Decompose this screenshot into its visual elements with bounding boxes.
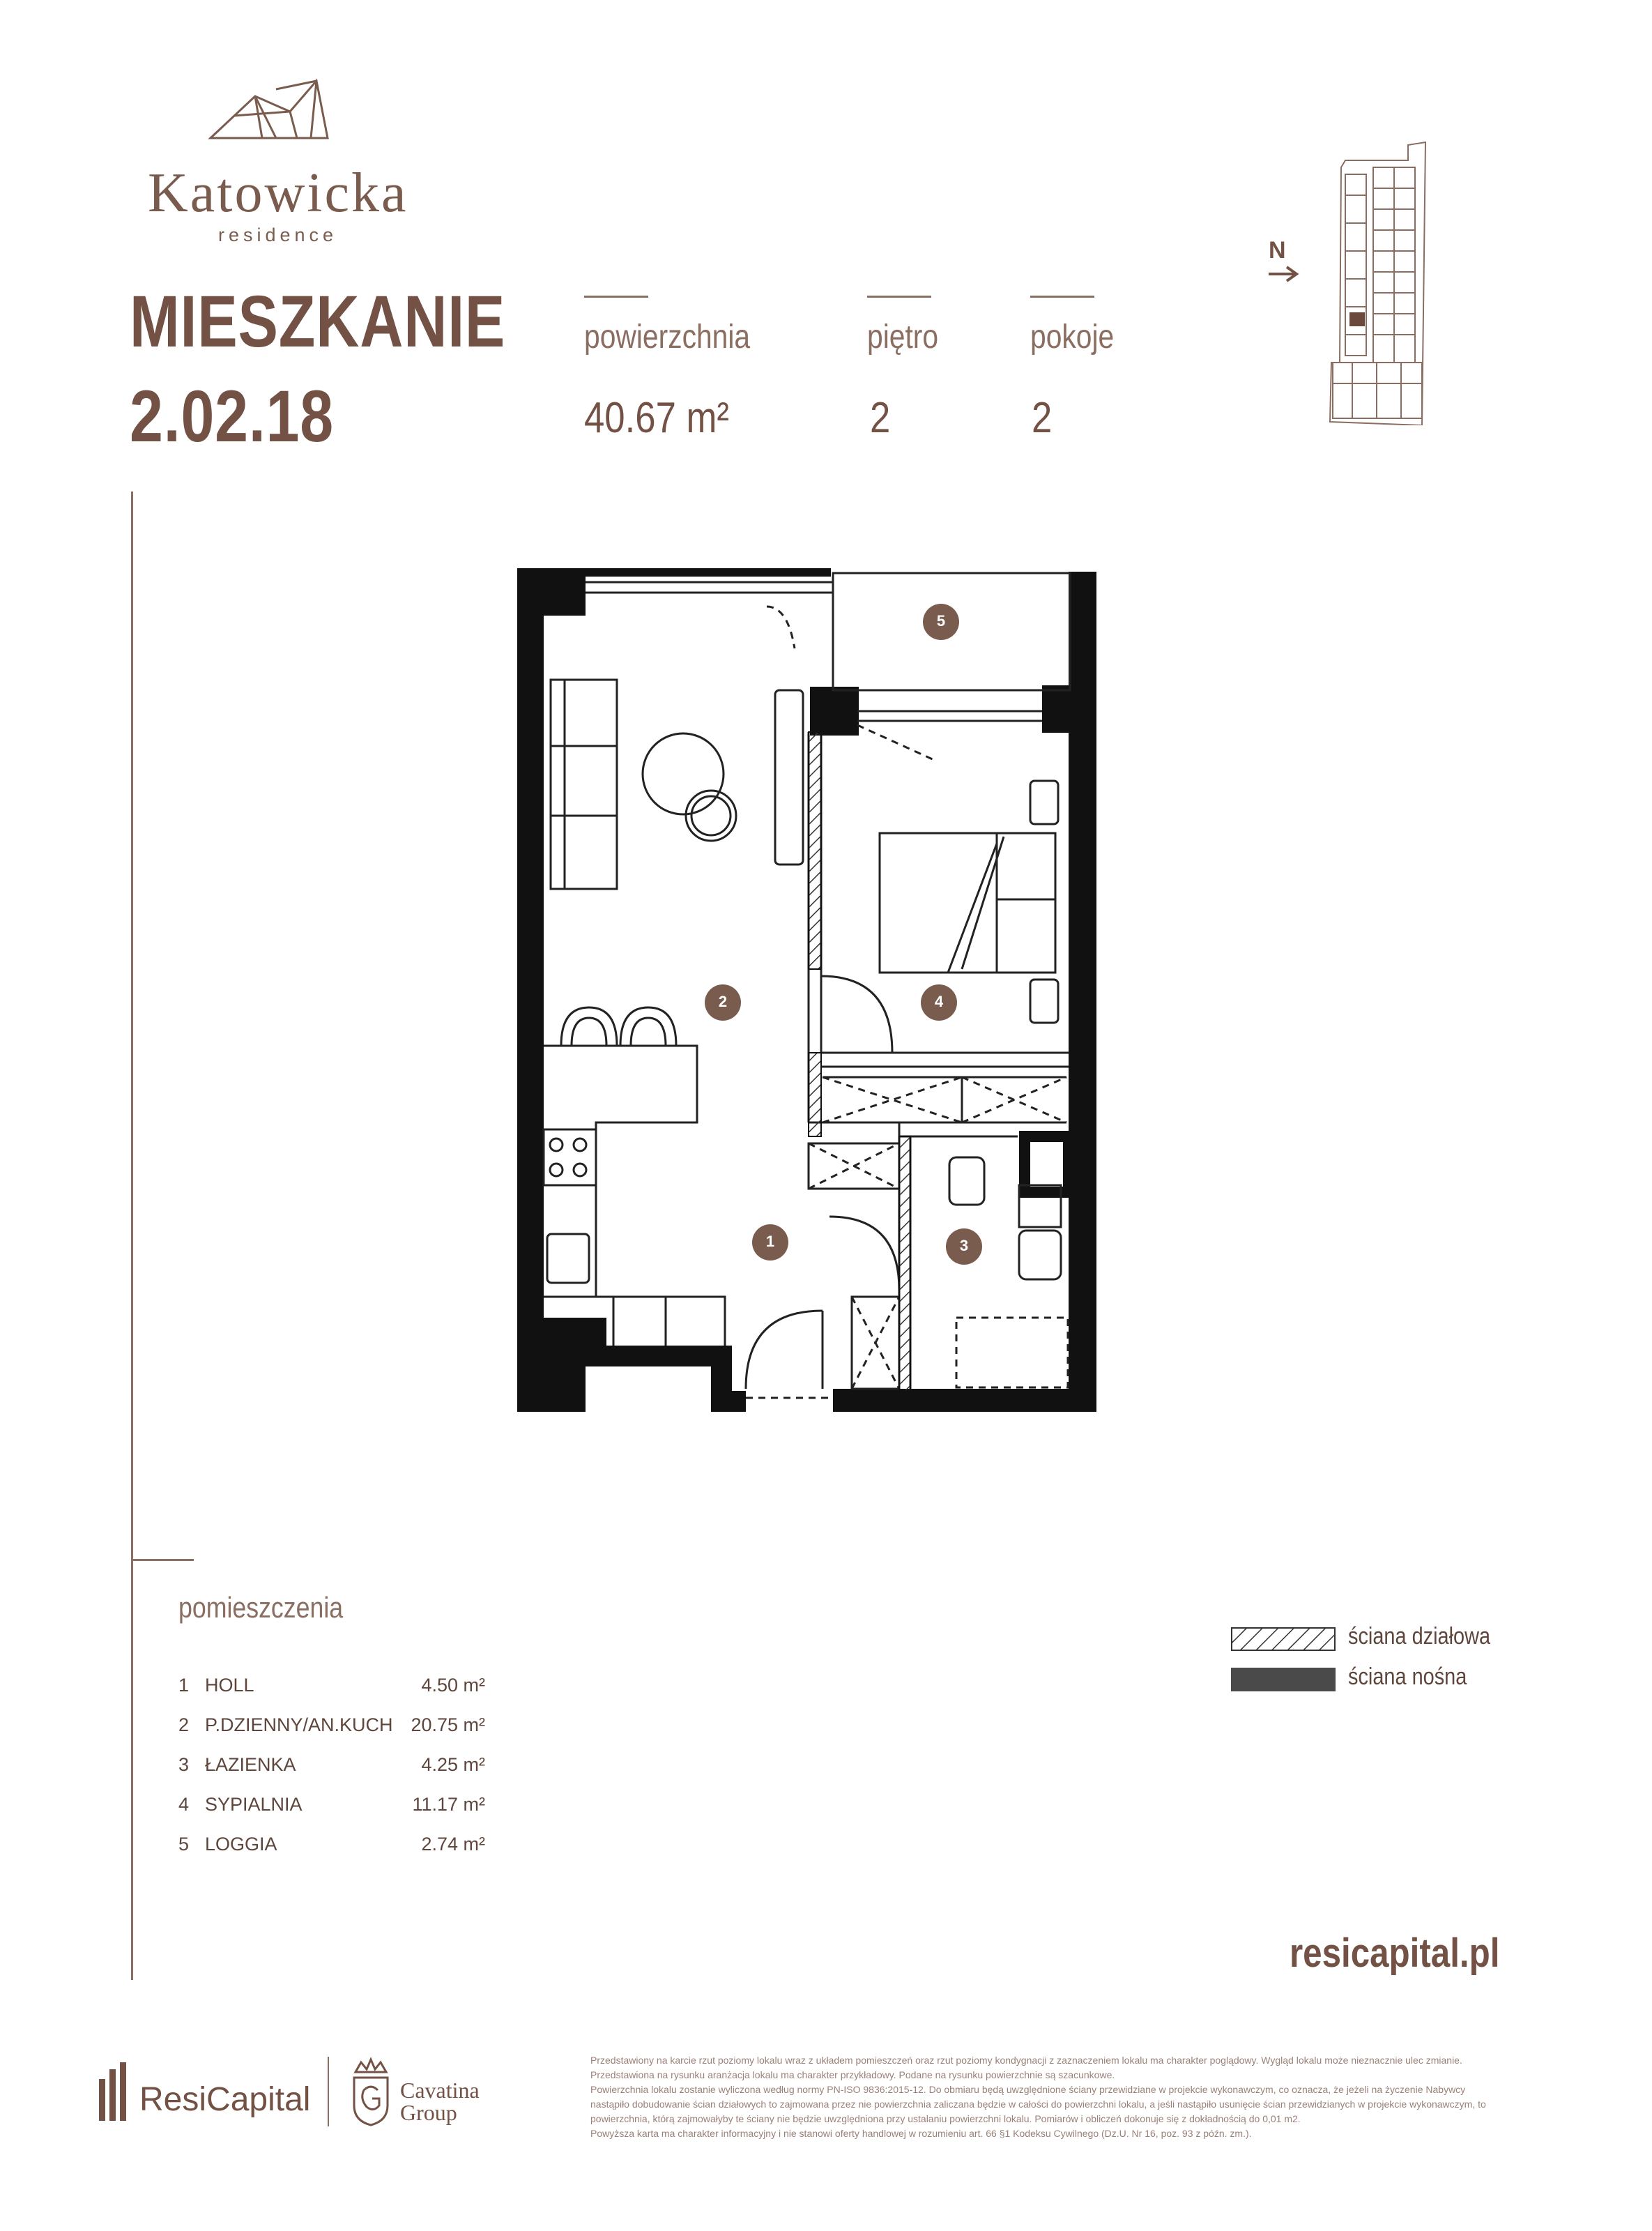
area-value: 40.67 m²: [584, 394, 729, 442]
disclaimer: [590, 2053, 1493, 2141]
room-area: 4.25 m²: [421, 1754, 485, 1775]
resicapital-logo-text: ResiCapital: [139, 2081, 311, 2118]
room-area: 11.17 m²: [412, 1794, 485, 1815]
room-row: [178, 1675, 485, 1707]
load-bearing-walls: [517, 568, 1096, 1412]
room-number: 5: [178, 1834, 190, 1855]
room-name: ŁAZIENKA: [205, 1754, 296, 1775]
apartment-number: 2.02.18: [130, 376, 335, 457]
room-marker-1: 1: [765, 1233, 775, 1250]
room-area: 20.75 m²: [411, 1714, 485, 1735]
load-bearing-wall-swatch: [1231, 1668, 1336, 1691]
area-label: powierzchnia: [584, 319, 751, 356]
room-row: [178, 1834, 485, 1866]
brand-name: Katowicka: [148, 162, 408, 224]
legend-partition-label: ściana działowa: [1348, 1623, 1491, 1650]
room-number: 2: [178, 1714, 190, 1735]
cavatina-crest-icon: [349, 2057, 393, 2126]
rooms-count-label: pokoje: [1030, 319, 1115, 356]
room-area: 4.50 m²: [421, 1675, 485, 1696]
room-area: 2.74 m²: [421, 1834, 485, 1855]
floor-value: 2: [870, 394, 891, 442]
room-number: 3: [178, 1754, 190, 1775]
rooms-count-value: 2: [1032, 394, 1053, 442]
disclaimer-line: Przedstawiony na karcie rzut poziomy lokalu wraz z układem pomieszczeń oraz rzut poziomy kondygnacji z zaznaczeniem lokalu ma charakter poglądowy. Wygląd lokalu może nieznacznie ulec zmianie.: [590, 2055, 1462, 2066]
room-name: LOGGIA: [205, 1834, 277, 1855]
cavatina-logo-text: [400, 2079, 480, 2124]
website-link[interactable]: resicapital.pl: [1290, 1931, 1500, 1976]
partition-walls: [809, 732, 910, 1391]
brand-subtitle: residence: [218, 224, 338, 245]
disclaimer-line: Przedstawiona na rysunku aranżacja lokalu ma charakter przykładowy. Podane na rysunku powierzchnie są szacunkowe.: [590, 2069, 1115, 2080]
cavatina-group: Group: [400, 2100, 457, 2125]
rooms-title: pomieszczenia: [178, 1591, 344, 1624]
room-marker-5: 5: [936, 612, 946, 630]
partition-wall-swatch: [1231, 1627, 1336, 1651]
room-row: [178, 1714, 485, 1746]
north-label: N: [1269, 237, 1286, 264]
room-marker-3: 3: [959, 1237, 969, 1254]
disclaimer-line: Powyższa karta ma charakter informacyjny i nie stanowi oferty handlowej w rozumieniu art. 66 §1 Kodeksu Cywilnego (Dz.U. Nr 16, poz. 93 z późn. zm.).: [590, 2128, 1252, 2139]
floor-label: piętro: [867, 319, 939, 356]
room-marker-4: 4: [934, 993, 944, 1010]
resicapital-logo-icon: [98, 2062, 132, 2121]
room-name: P.DZIENNY/AN.KUCH: [205, 1714, 393, 1735]
room-name: HOLL: [205, 1675, 254, 1696]
room-marker-2: 2: [718, 993, 728, 1010]
page-title: MIESZKANIE: [130, 281, 506, 363]
logo-divider: [328, 2057, 329, 2126]
legend-load-bearing-label: ściana nośna: [1348, 1663, 1467, 1690]
cavatina-name: Cavatina: [400, 2078, 480, 2103]
room-row: [178, 1754, 485, 1786]
disclaimer-line: Powierzchnia lokalu zostanie wyliczona według normy PN-ISO 9836:2015-12. Do obmiaru będą uwzględnione ściany przewidziane w projekcie wykonawczym, co oznacza, że jeżeli na życzenie Nabywcy nastąpiło dobudowanie ścian działowych to zajmowana przez nie powierzchnia zaliczana będzie w całości do powierzchni lokalu, a jeśli nastąpiło usunięcie ścian przewidzianych w projekcie wykonawczym, to powierzchnia, którą zajmowałyby te ściany nie będzie uwzględniona przy ustalaniu powierzchni lokalu. Pomiarów i obliczeń dokonuje się z dokładnością do 0,01 m2.: [590, 2084, 1486, 2124]
room-number: 1: [178, 1675, 190, 1696]
room-name: SYPIALNIA: [205, 1794, 303, 1815]
room-number: 4: [178, 1794, 190, 1815]
room-row: [178, 1794, 485, 1826]
